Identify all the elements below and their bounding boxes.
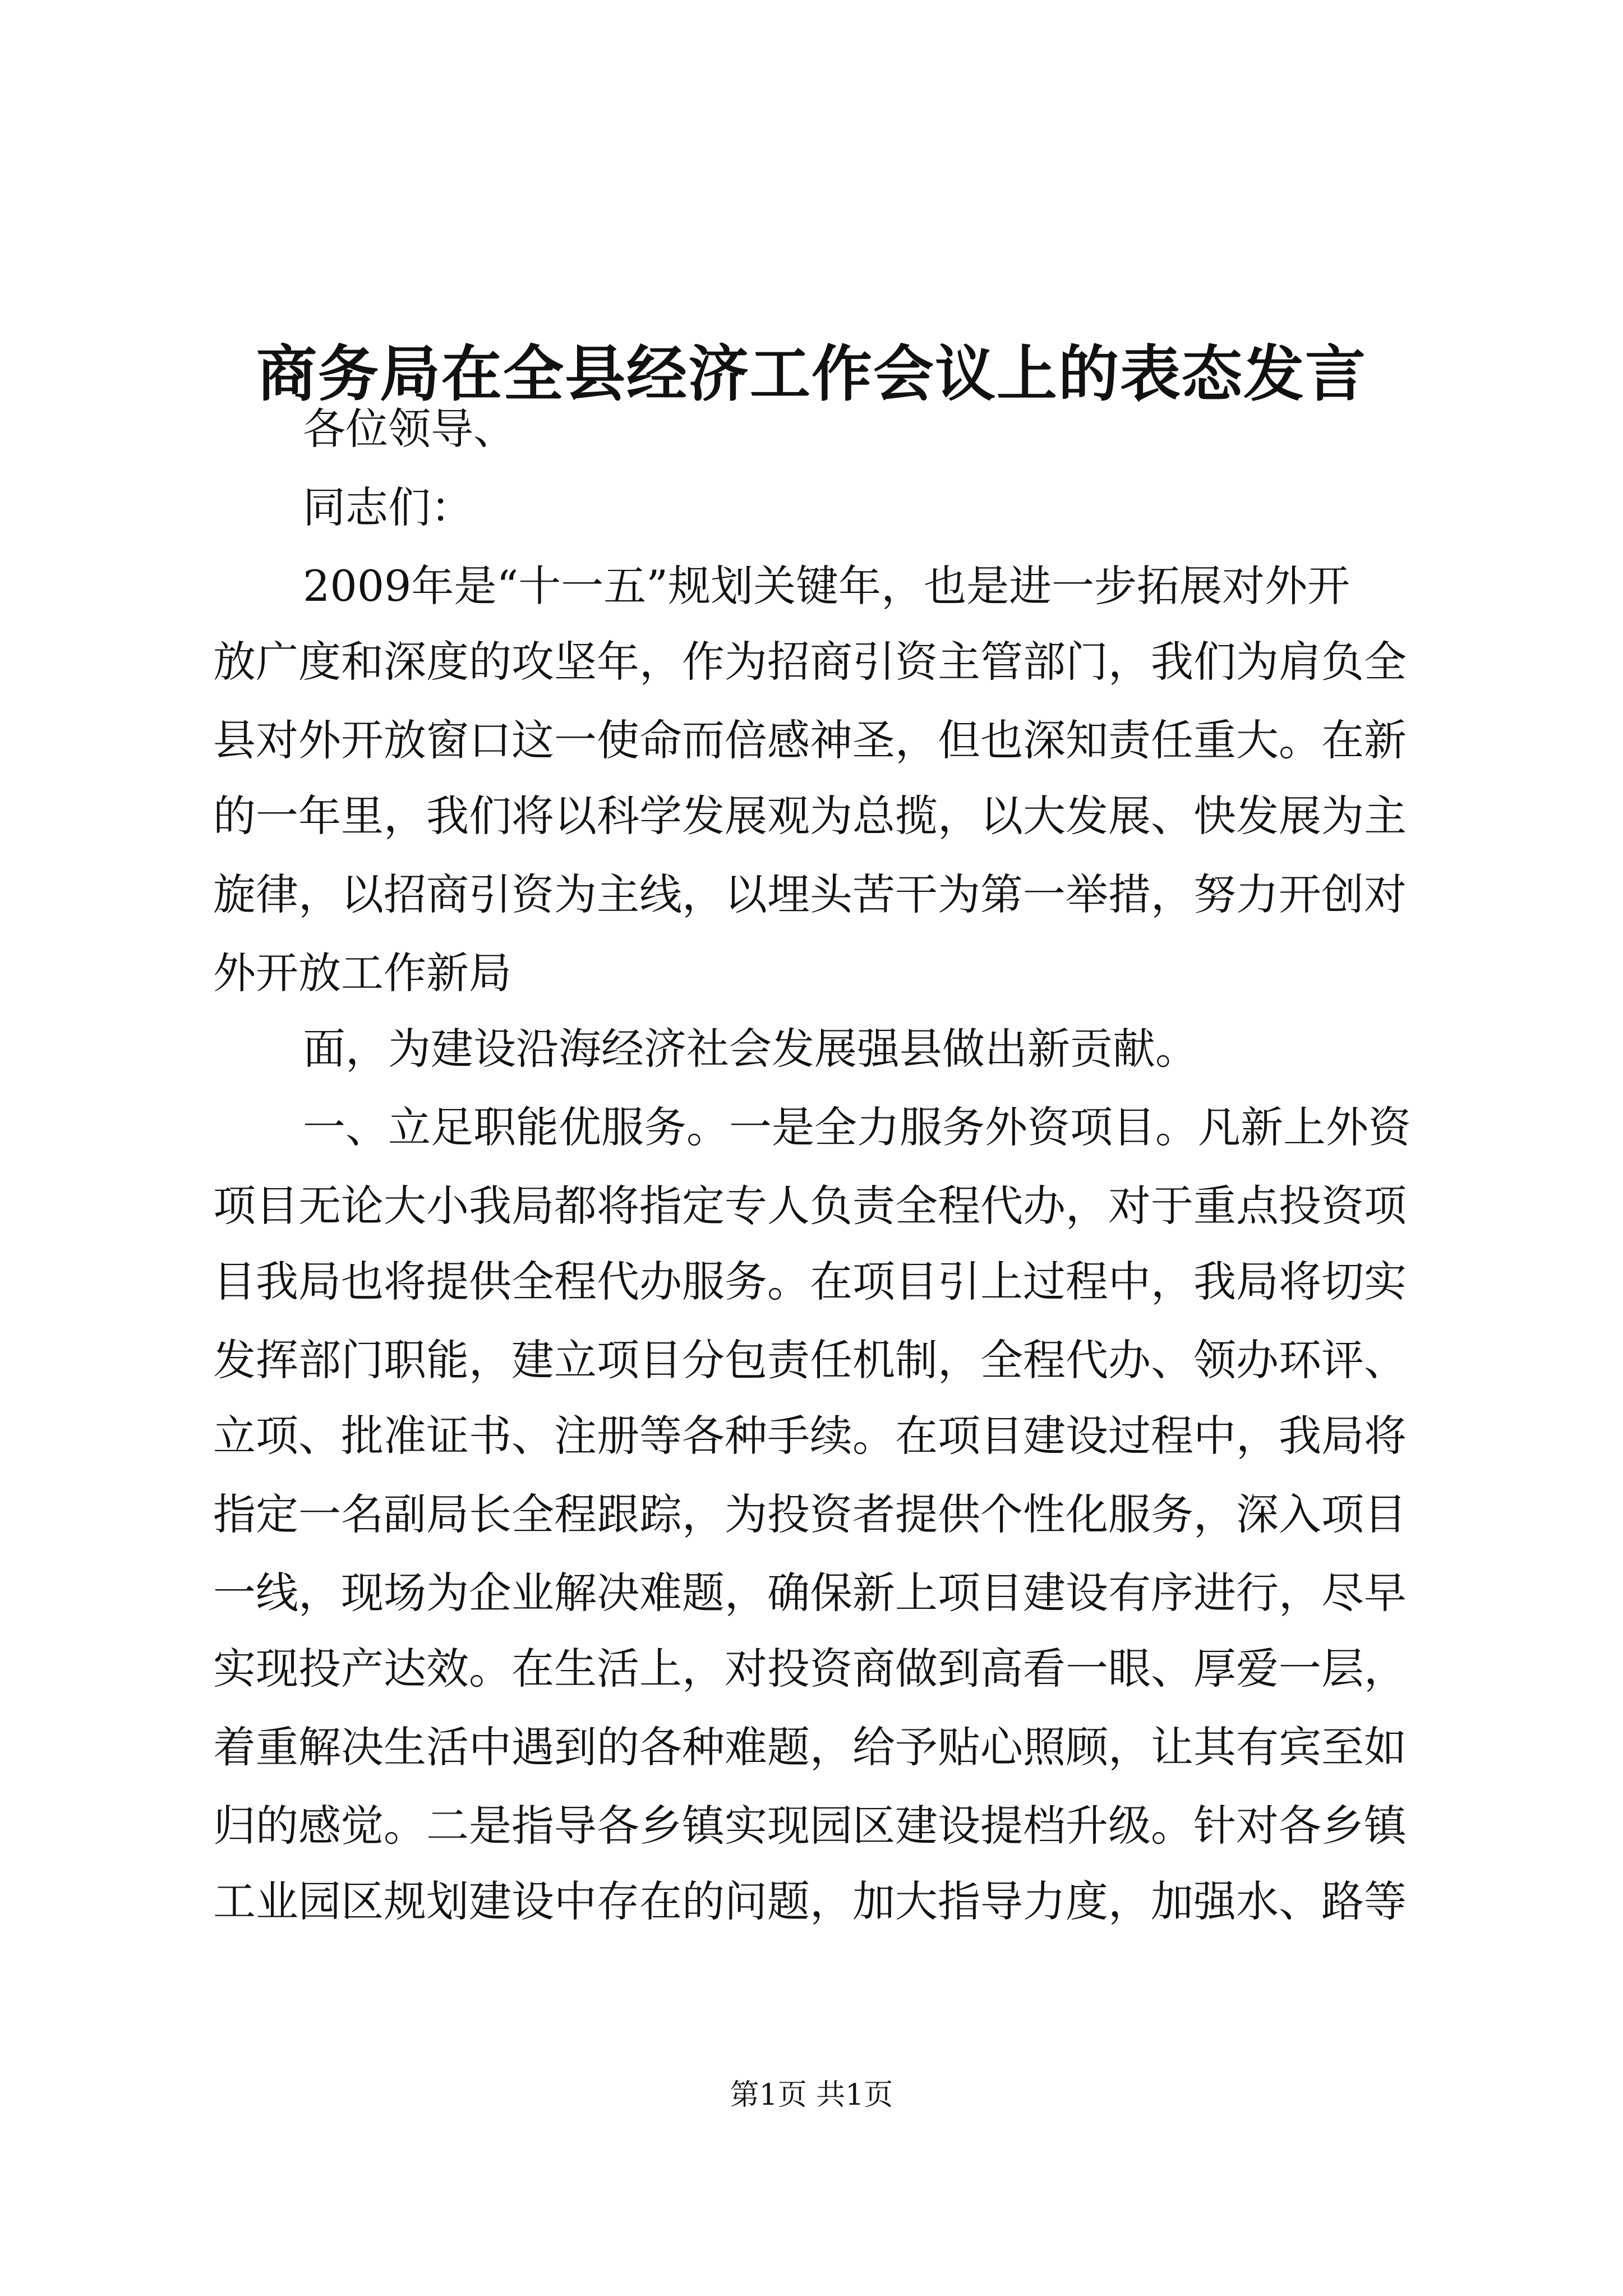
salutation-line-2: 同志们： xyxy=(303,482,473,532)
page-footer: 第1页 共1页 xyxy=(730,2078,893,2112)
paragraph-1-line-2: 放广度和深度的攻坚年，作为招商引资主管部门，我们为肩负全 xyxy=(213,637,1407,687)
salutation-line-1: 各位领导、 xyxy=(303,404,516,454)
paragraph-1-line-3: 县对外开放窗口这一使命而倍感神圣，但也深知责任重大。在新 xyxy=(213,715,1407,765)
paragraph-2-line-1: 面，为建设沿海经济社会发展强县做出新贡献。 xyxy=(303,1024,1198,1074)
paragraph-1-line-1: 2009年是“十一五”规划关键年，也是进一步拓展对外开 xyxy=(303,561,1350,611)
paragraph-1-line-4: 的一年里，我们将以科学发展观为总揽，以大发展、快发展为主 xyxy=(213,791,1407,841)
paragraph-1-line-6: 外开放工作新局 xyxy=(213,948,511,998)
paragraph-3-line-8: 实现投产达效。在生活上，对投资商做到高看一眼、厚爱一层， xyxy=(213,1644,1407,1694)
paragraph-3-line-7: 一线，现场为企业解决难题，确保新上项目建设有序进行，尽早 xyxy=(213,1568,1407,1618)
paragraph-1-line-5: 旋律，以招商引资为主线，以埋头苦干为第一举措，努力开创对 xyxy=(213,869,1407,919)
paragraph-3-line-3: 目我局也将提供全程代办服务。在项目引上过程中，我局将切实 xyxy=(213,1257,1407,1306)
paragraph-3-line-5: 立项、批准证书、注册等各种手续。在项目建设过程中，我局将 xyxy=(213,1411,1407,1461)
paragraph-3-line-4: 发挥部门职能，建立项目分包责任机制，全程代办、领办环评、 xyxy=(213,1335,1407,1385)
paragraph-3-line-2: 项目无论大小我局都将指定专人负责全程代办，对于重点投资项 xyxy=(213,1181,1407,1231)
paragraph-3-line-11: 工业园区规划建设中存在的问题，加大指导力度，加强水、路等 xyxy=(213,1876,1407,1926)
paragraph-3-line-1: 一、立足职能优服务。一是全力服务外资项目。凡新上外资 xyxy=(303,1102,1411,1152)
paragraph-3-line-9: 着重解决生活中遇到的各种难题，给予贴心照顾，让其有宾至如 xyxy=(213,1722,1407,1772)
paragraph-3-line-6: 指定一名副局长全程跟踪，为投资者提供个性化服务，深入项目 xyxy=(213,1489,1407,1539)
document-title: 商务局在全县经济工作会议上的表态发言 xyxy=(256,339,1367,410)
paragraph-3-line-10: 归的感觉。二是指导各乡镇实现园区建设提档升级。针对各乡镇 xyxy=(213,1801,1407,1851)
